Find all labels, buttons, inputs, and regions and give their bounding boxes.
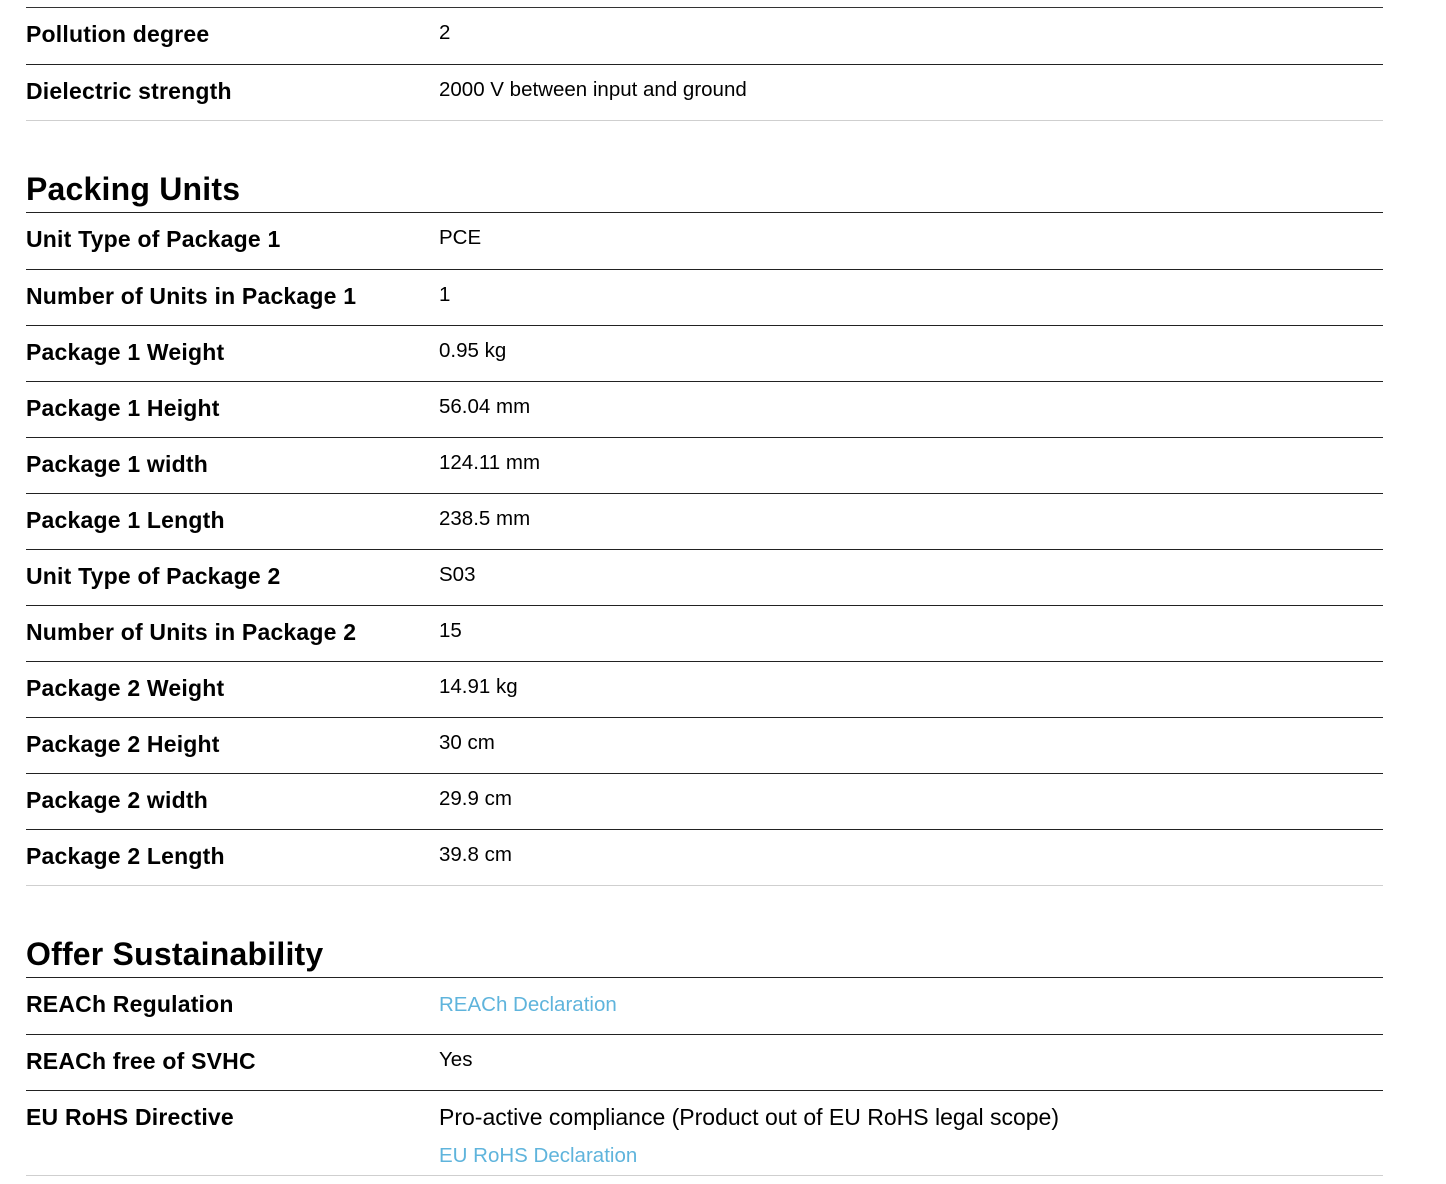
spec-value: PCE bbox=[439, 226, 482, 249]
packing-units-table bbox=[26, 213, 1383, 886]
table-row bbox=[26, 325, 1383, 381]
spec-value-eu-rohs-directive: Pro-active compliance (Product out of EU RoHS legal scope) bbox=[439, 1103, 1060, 1130]
spec-label: Package 1 width bbox=[26, 450, 208, 477]
spec-label: Package 2 Weight bbox=[26, 674, 225, 701]
spec-value-pollution-degree: 2 bbox=[439, 21, 451, 44]
spec-label: Package 1 Length bbox=[26, 506, 225, 533]
electrical-table bbox=[26, 8, 1383, 121]
spec-value: 30 cm bbox=[439, 730, 495, 754]
spec-label: Package 2 Height bbox=[26, 730, 220, 757]
spec-label-eu-rohs-directive: EU RoHS Directive bbox=[26, 1103, 234, 1130]
spec-value: 15 bbox=[439, 618, 462, 642]
spec-value: 0.95 kg bbox=[439, 338, 507, 362]
spec-value: 1 bbox=[439, 282, 451, 306]
spec-value: 39.8 cm bbox=[439, 842, 512, 866]
table-row bbox=[26, 213, 1383, 269]
table-row bbox=[26, 64, 1383, 120]
eu-rohs-declaration-link[interactable]: EU RoHS Declaration bbox=[439, 1143, 638, 1167]
table-row bbox=[26, 773, 1383, 829]
spec-value: S03 bbox=[439, 562, 476, 586]
spec-label: Number of Units in Package 1 bbox=[26, 282, 357, 309]
table-row bbox=[26, 8, 1383, 64]
table-row bbox=[26, 661, 1383, 717]
spec-value-reach-free-of-svhc: Yes bbox=[439, 1047, 473, 1071]
table-row bbox=[26, 978, 1383, 1034]
table-row bbox=[26, 269, 1383, 325]
table-row bbox=[26, 1090, 1383, 1175]
table-row bbox=[26, 829, 1383, 885]
spec-label-pollution-degree: Pollution degree bbox=[26, 21, 210, 47]
table-row bbox=[26, 605, 1383, 661]
table-row bbox=[26, 717, 1383, 773]
spec-value: 124.11 mm bbox=[439, 450, 541, 474]
spec-value: 14.91 kg bbox=[439, 674, 518, 698]
reach-declaration-link[interactable]: REACh Declaration bbox=[439, 993, 617, 1016]
section-title-packing-units: Packing Units bbox=[26, 167, 1383, 213]
spec-value: 238.5 mm bbox=[439, 506, 531, 530]
table-row bbox=[26, 549, 1383, 605]
section-title-offer-sustainability: Offer Sustainability bbox=[26, 932, 1383, 978]
table-row bbox=[26, 493, 1383, 549]
spec-label-dielectric-strength: Dielectric strength bbox=[26, 77, 232, 104]
spec-label: Package 1 Weight bbox=[26, 338, 225, 365]
spec-value: 56.04 mm bbox=[439, 394, 531, 418]
spec-label: Unit Type of Package 1 bbox=[26, 226, 281, 252]
spec-label: Package 1 Height bbox=[26, 394, 220, 421]
table-row bbox=[26, 1034, 1383, 1090]
spec-value: 29.9 cm bbox=[439, 786, 512, 810]
spec-label: Number of Units in Package 2 bbox=[26, 618, 357, 645]
spec-label-reach-regulation: REACh Regulation bbox=[26, 991, 234, 1017]
spec-label: Unit Type of Package 2 bbox=[26, 562, 281, 589]
table-row bbox=[26, 437, 1383, 493]
packing-units-section bbox=[26, 167, 1383, 886]
spec-label: Package 2 Length bbox=[26, 842, 225, 869]
spec-value-dielectric-strength: 2000 V between input and ground bbox=[439, 77, 747, 101]
table-row bbox=[26, 381, 1383, 437]
spec-label-reach-free-of-svhc: REACh free of SVHC bbox=[26, 1047, 256, 1074]
offer-sustainability-section bbox=[26, 932, 1383, 1176]
spec-label: Package 2 width bbox=[26, 786, 208, 813]
offer-sustainability-table bbox=[26, 978, 1383, 1176]
